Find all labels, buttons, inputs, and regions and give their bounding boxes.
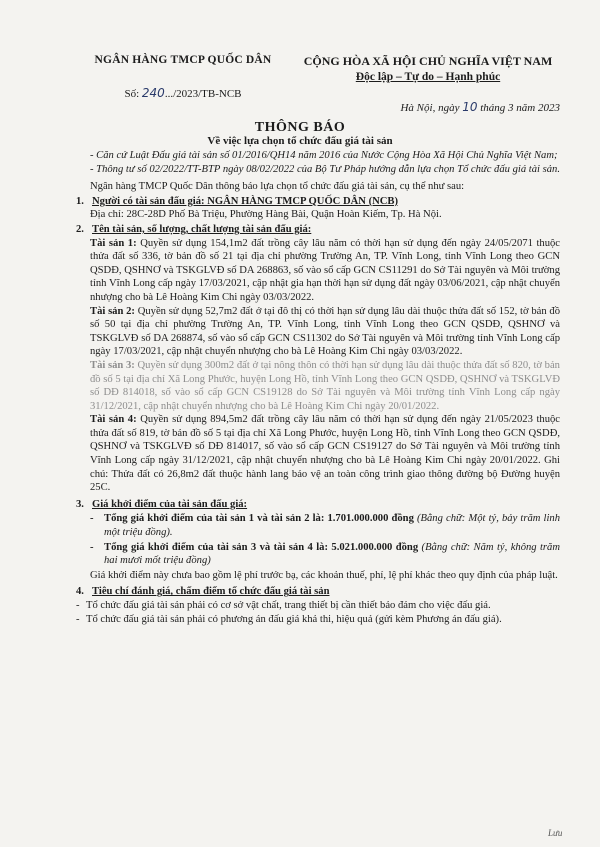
asset-1: Tài sản 1: Quyền sử dụng 154,1m2 đất trồng cây lâu năm có thời hạn sử dụng đến ngày 24/05/2071 thuộc thửa đất số 336, tờ bản đồ số 21 tại địa chỉ phường Trường An, TP. Vĩnh Long, tỉnh Vĩnh Long theo GCN QSDĐ, QSHNƠ và TSKGLVĐ số DA 268863, số vào sổ cấp GCN CS11291 do Sở Tài nguyên và Môi trường tỉnh Vĩnh Long cấp ngày 17/03/2021, cập nhật gia hạn thời hạn sử dụng đất ngày 03/06/2021, cập nhật chuyển nhượng cho bà Lê Hoàng Kim Chi ngày 03/03/2022. [90,237,560,303]
handwritten-number: 240 [141,86,165,100]
section-3-heading: 3. Giá khởi điểm của tài sản đấu giá: [76,498,248,510]
price-item-2: - Tổng giá khởi điểm của tài sản 3 và tài sản 4 là: 5.021.000.000 đồng (Bằng chữ: Năm tỷ, không trăm hai mươi mốt triệu đồng) [90,541,561,567]
section-1-heading: 1. Người có tài sản đấu giá: NGÂN HÀNG TMCP QUỐC DÂN (NCB) [76,195,399,207]
dash-marker: - [76,613,80,625]
document-subtitle: Về việc lựa chọn tổ chức đấu giá tài sản [207,135,393,147]
dash-marker: - [90,513,94,525]
handwritten-day: 10 [462,100,478,114]
legal-basis-2: - Thông tư số 02/2022/TT-BTP ngày 08/02/2022 của Bộ Tư Pháp hướng dẫn lựa chọn Tổ chức đấu giá tài sản. [90,163,560,175]
dash-marker: - [76,600,80,611]
criteria-item-1: - Tổ chức đấu giá tài sản phải có cơ sở vật chất, trang thiết bị cần thiết bảo đảm cho việc đấu giá. [76,600,491,611]
bank-name: NGÂN HÀNG TMCP QUỐC DÂN [94,54,272,66]
intro-paragraph: Ngân hàng TMCP Quốc Dân thông báo lựa chọn tổ chức đấu giá tài sản, cụ thể như sau: [90,181,465,193]
asset-4: Tài sản 4: Quyền sử dụng 894,5m2 đất trồng cây lâu năm có thời hạn sử dụng đến ngày 21/05/2023 thuộc thửa đất số 819, tờ bản đồ số 5 tại địa chỉ Xã Long Phước, huyện Long Hồ, tỉnh Vĩnh Long theo GCN QSDĐ, QSHNƠ và TSKGLVĐ số DĐ 814017, số vào sổ cấp GCN CS19127 do Sở Tài nguyên và Môi trường tỉnh Vĩnh Long cấp ngày 31/12/2021, cập nhật chuyển nhượng cho bà Lê Hoàng Kim Chi ngày 20/01/2022. Ghi chú: Thửa đất có 26,8m2 đất thuộc hành lang bảo vệ an toàn công trình giao thông đường bộ Đường huyện 25C. [90,414,560,494]
document-title: THÔNG BÁO [254,120,346,135]
national-header [278,54,578,114]
dash-marker: - [90,541,94,553]
issuer-block [88,54,278,100]
owner-address: Địa chỉ: 28C-28D Phố Bà Triệu, Phường Hàng Bài, Quận Hoàn Kiếm, Tp. Hà Nội. [90,209,442,221]
document-body [76,149,560,626]
national-motto: Độc lập – Tự do – Hạnh phúc [355,71,501,83]
legal-basis-1: - Căn cứ Luật Đấu giá tài sản số 01/2016/QH14 năm 2016 của Nước Cộng Hòa Xã Hội Chủ Nghĩa Việt Nam; [90,150,558,161]
section-2-heading: 2. Tên tài sản, số lượng, chất lượng tài sản đấu giá: [76,223,312,235]
asset-3: Tài sản 3: Quyền sử dụng 300m2 đất ở tại nông thôn có thời hạn sử dụng lâu dài thuộc thửa đất số 820, tờ bản đồ số 5 tại địa chỉ Xã Long Phước, huyện Long Hồ, tỉnh Vĩnh Long theo GCN QSDĐ, QSHNƠ và TSKGLVĐ số DĐ 814018, số vào sổ cấp GCN CS19128 do Sở Tài nguyên và Môi trường tỉnh Vĩnh Long cấp ngày 31/12/2021, cập nhật chuyển nhượng cho bà Lê Hoàng Kim Chi ngày 20/01/2022. [90,359,560,412]
nation-title: CỘNG HÒA XÃ HỘI CHỦ NGHĨA VIỆT NAM [303,54,553,68]
page-footmark: Lưu [548,828,563,838]
price-note: Giá khởi điểm này chưa bao gồm lệ phí trước bạ, các khoản thuế, phí, lệ phí khác theo quy định của pháp luật. [90,569,558,581]
document-number: Số: 240.../2023/TB-NCB [124,86,242,100]
section-4-heading: 4. Tiêu chí đánh giá, chấm điểm tổ chức đấu giá tài sản [76,586,330,598]
criteria-item-2: - Tổ chức đấu giá tài sản phải có phương án đấu giá khả thi, hiệu quả (gửi kèm Phương án đấu giá). [76,613,502,625]
price-item-1: - Tổng giá khởi điểm của tài sản 1 và tài sản 2 là: 1.701.000.000 đồng (Bằng chữ: Một tỷ, bảy trăm linh một triệu đồng). [90,513,561,539]
date-line: Hà Nội, ngày 10 tháng 3 năm 2023 [400,100,560,114]
asset-2: Tài sản 2: Quyền sử dụng 52,7m2 đất ở tại đô thị có thời hạn sử dụng lâu dài thuộc thửa đất số 152, tờ bản đồ số 50 tại địa chỉ phường Trường An, TP. Vĩnh Long, tỉnh Vĩnh Long theo GCN QSDĐ, QSHNƠ và TSKGLVĐ số DA 268874, số vào sổ cấp GCN CS11302 do Sở Tài nguyên và Môi trường tỉnh Vĩnh Long cấp ngày 17/03/2021, cập nhật chuyển nhượng cho bà Lê Hoàng Kim Chi ngày 03/03/2022. [90,305,560,358]
